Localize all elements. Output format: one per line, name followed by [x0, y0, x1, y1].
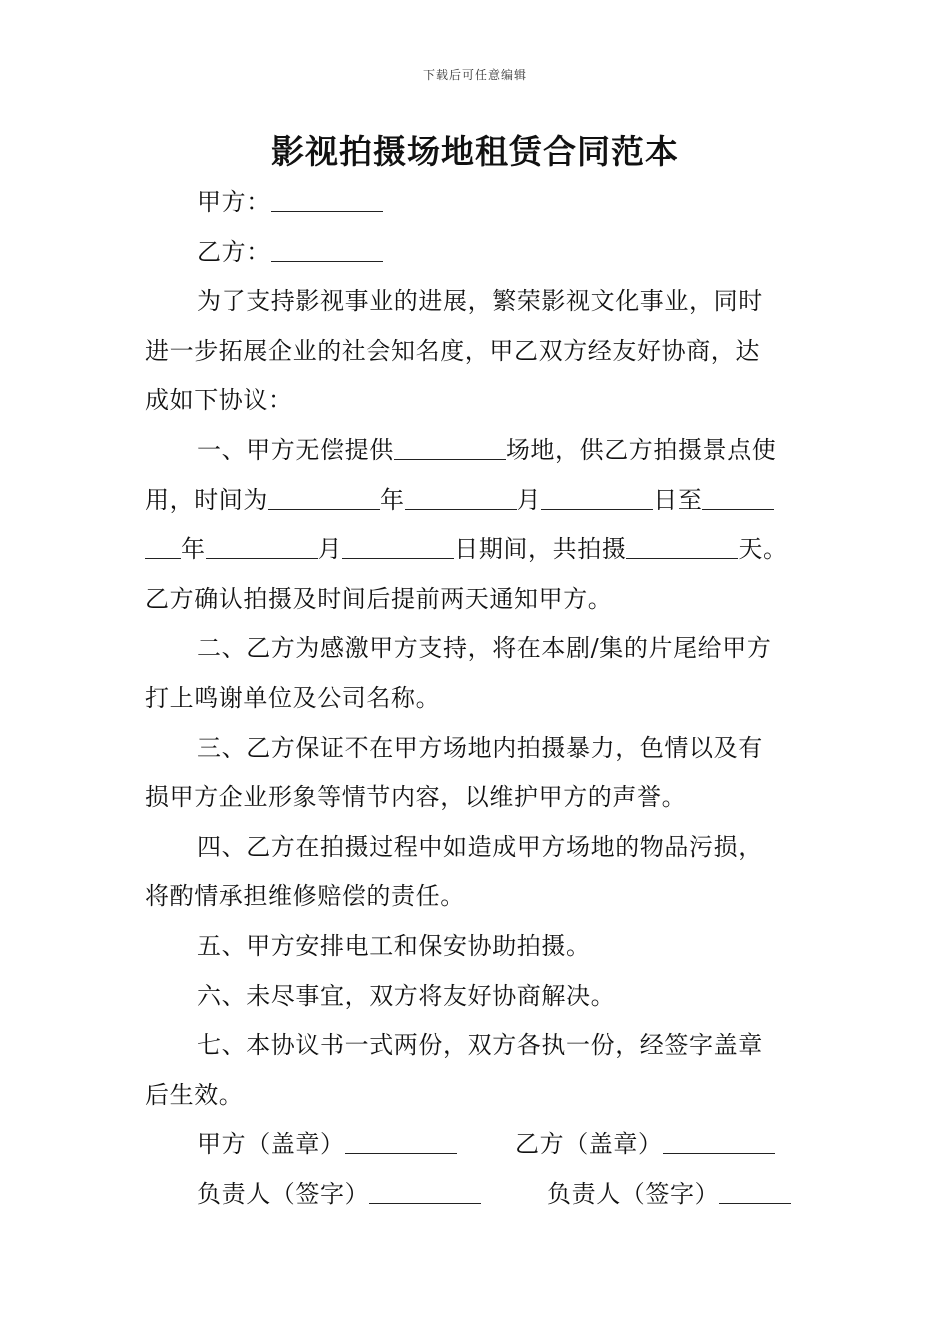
clause7-line-1: 七、本协议书一式两份，双方各执一份，经签字盖章 [197, 1031, 763, 1060]
end-month-blank [206, 532, 318, 559]
start-month-blank [405, 483, 517, 510]
party-a-seal-block [197, 1120, 515, 1170]
venue-blank [394, 433, 506, 460]
period-label: 日期间，共拍摄 [454, 535, 627, 564]
clause1-line-3 [145, 525, 810, 575]
party-a-rep-block [197, 1170, 547, 1220]
party-a-blank [271, 185, 383, 212]
party-a-rep-label: 负责人（签字） [197, 1179, 370, 1208]
party-a-seal-blank [345, 1127, 457, 1154]
clause2-line-2: 打上鸣谢单位及公司名称。 [145, 683, 441, 712]
seal-row [145, 1120, 810, 1170]
clause1-line-4: 乙方确认拍摄及时间后提前两天通知甲方。 [145, 584, 613, 613]
start-year-blank [268, 483, 380, 510]
clause1-text-a: 一、甲方无偿提供 [197, 435, 394, 464]
header-note: 下载后可任意编辑 [422, 68, 527, 82]
party-a-label: 甲方： [197, 188, 271, 216]
party-b-seal-blank [663, 1127, 775, 1154]
end-year-blank-part1 [702, 483, 774, 510]
end-month-label: 月 [317, 535, 343, 564]
clause1-line-2 [145, 476, 810, 526]
party-b-rep-label: 负责人（签字） [547, 1179, 720, 1208]
preamble-line-2: 进一步拓展企业的社会知名度，甲乙双方经友好协商，达 [145, 336, 760, 365]
contract-body [145, 178, 810, 1219]
clause1-text-b: 场地，供乙方拍摄景点使 [505, 435, 777, 464]
days-count-blank [626, 532, 738, 559]
party-b-rep-blank [719, 1177, 791, 1204]
clause2-line-1: 二、乙方为感激甲方支持，将在本剧/集的片尾给甲方 [197, 634, 772, 663]
clause3-line-2: 损甲方企业形象等情节内容，以维护甲方的声誉。 [145, 783, 687, 812]
party-b-seal-label: 乙方（盖章） [515, 1130, 663, 1159]
preamble-line-1: 为了支持影视事业的进展，繁荣影视文化事业，同时 [197, 287, 763, 316]
end-year-label: 年 [181, 535, 206, 564]
clause4-line-1: 四、乙方在拍摄过程中如造成甲方场地的物品污损， [197, 832, 763, 861]
party-b-blank [271, 235, 383, 262]
representative-row [145, 1170, 810, 1220]
party-b-label: 乙方： [197, 237, 271, 266]
clause7-line-2: 后生效。 [145, 1080, 244, 1109]
clause1-time-label: 用，时间为 [145, 485, 268, 514]
party-a-line [145, 178, 810, 228]
start-day-blank [541, 483, 653, 510]
preamble-line-3: 成如下协议： [145, 386, 293, 415]
clause4-line-2: 将酌情承担维修赔偿的责任。 [145, 882, 465, 911]
end-day-blank [342, 532, 454, 559]
clause1-line-1 [145, 426, 810, 476]
party-b-line [145, 228, 810, 278]
day-to-label: 日至 [653, 485, 703, 514]
party-a-rep-blank [369, 1177, 481, 1204]
party-a-seal-label: 甲方（盖章） [197, 1130, 345, 1159]
clause3-line-1: 三、乙方保证不在甲方场地内拍摄暴力，色情以及有 [197, 733, 763, 762]
end-year-blank-part2 [145, 532, 181, 559]
month-label: 月 [516, 485, 542, 514]
clause5-line: 五、甲方安排电工和保安协助拍摄。 [197, 931, 591, 960]
year-label: 年 [380, 485, 405, 514]
clause6-line: 六、未尽事宜，双方将友好协商解决。 [197, 981, 616, 1010]
document-title: 影视拍摄场地租赁合同范本 [271, 132, 679, 171]
days-label: 天。 [738, 535, 788, 564]
